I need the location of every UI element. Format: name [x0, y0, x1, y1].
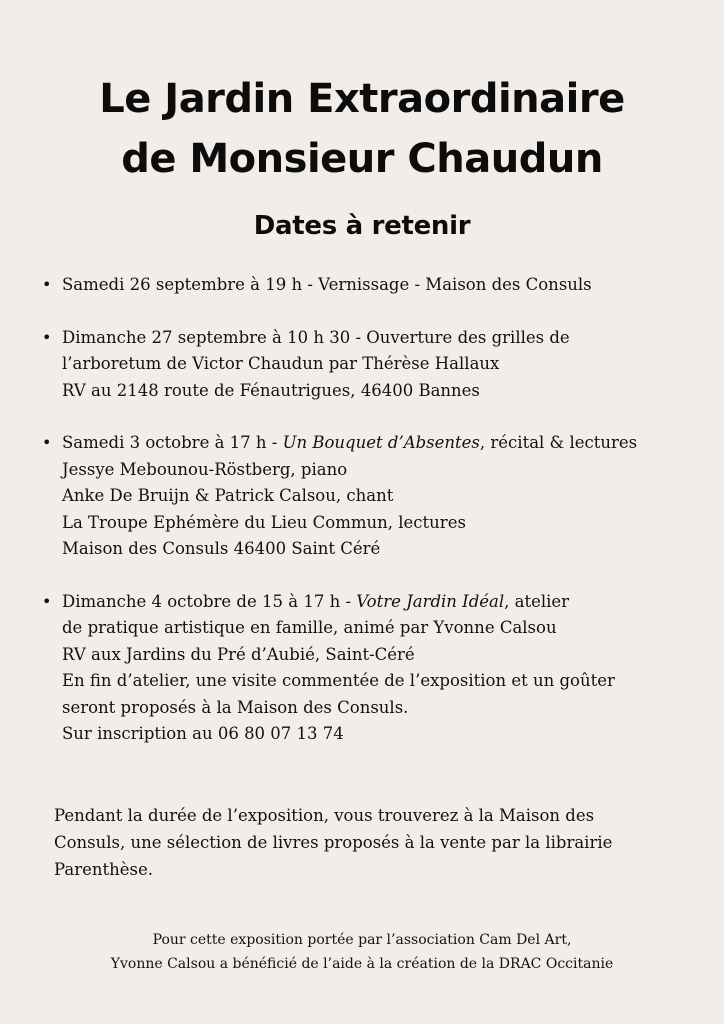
- bullet-icon: •: [42, 591, 52, 611]
- note-line: Consuls, une sélection de livres proposés à la vente par la librairie: [54, 833, 613, 852]
- event-item-1: [42, 272, 712, 299]
- footer-line: Yvonne Calsou a bénéficié de l’aide à la création de la DRAC Occitanie: [110, 956, 614, 972]
- page-title: [0, 69, 724, 189]
- event-line: RV aux Jardins du Pré d’Aubié, Saint-Céré: [62, 644, 415, 664]
- event-line: Dimanche 27 septembre à 10 h 30 - Ouverture des grilles de: [62, 327, 570, 347]
- event-line: En fin d’atelier, une visite commentée de l’exposition et un goûter: [62, 671, 615, 690]
- event-line: Maison des Consuls 46400 Saint Céré: [62, 539, 381, 558]
- exhibition-note: [54, 802, 694, 883]
- event-item-4: [42, 589, 712, 748]
- event-line: Sur inscription au 06 80 07 13 74: [62, 724, 344, 743]
- event-line: RV au 2148 route de Fénautrigues, 46400 Bannes: [62, 380, 480, 400]
- event-title-italic: Un Bouquet d’Absentes: [282, 433, 480, 452]
- event-line: Jessye Mebounou-Röstberg, piano: [62, 459, 348, 479]
- bullet-icon: •: [42, 275, 52, 294]
- title-line-1: Le Jardin Extraordinaire: [99, 75, 625, 122]
- event-line: seront proposés à la Maison des Consuls.: [62, 697, 409, 717]
- event-first-line: [62, 589, 712, 616]
- note-line: Parenthèse.: [54, 860, 153, 879]
- event-line: Anke De Bruijn & Patrick Calsou, chant: [62, 486, 394, 505]
- event-first-line: [62, 430, 712, 457]
- event-line: La Troupe Ephémère du Lieu Commun, lectures: [62, 512, 466, 532]
- title-line-2: de Monsieur Chaudun: [121, 135, 603, 182]
- event-line: de pratique artistique en famille, animé par Yvonne Calsou: [62, 618, 557, 637]
- bullet-icon: •: [42, 433, 52, 452]
- event-suffix-text: , atelier: [504, 591, 570, 611]
- event-title-italic: Votre Jardin Idéal: [356, 591, 505, 611]
- events-list: [42, 272, 712, 774]
- bullet-icon: •: [42, 327, 52, 347]
- event-line: l’arboretum de Victor Chaudun par Thérèse Hallaux: [62, 354, 500, 373]
- event-item-3: [42, 430, 712, 563]
- event-line: Samedi 26 septembre à 19 h - Vernissage - Maison des Consuls: [62, 275, 592, 294]
- section-heading: Dates à retenir: [253, 210, 471, 241]
- event-date-text: Samedi 3 octobre à 17 h -: [62, 433, 283, 452]
- footer-credits: [0, 928, 724, 976]
- note-line: Pendant la durée de l’exposition, vous trouverez à la Maison des: [54, 806, 595, 825]
- event-item-2: [42, 325, 712, 405]
- footer-line: Pour cette exposition portée par l’association Cam Del Art,: [152, 932, 572, 948]
- event-date-text: Dimanche 4 octobre de 15 à 17 h -: [62, 591, 357, 611]
- event-suffix-text: , récital & lectures: [479, 433, 638, 452]
